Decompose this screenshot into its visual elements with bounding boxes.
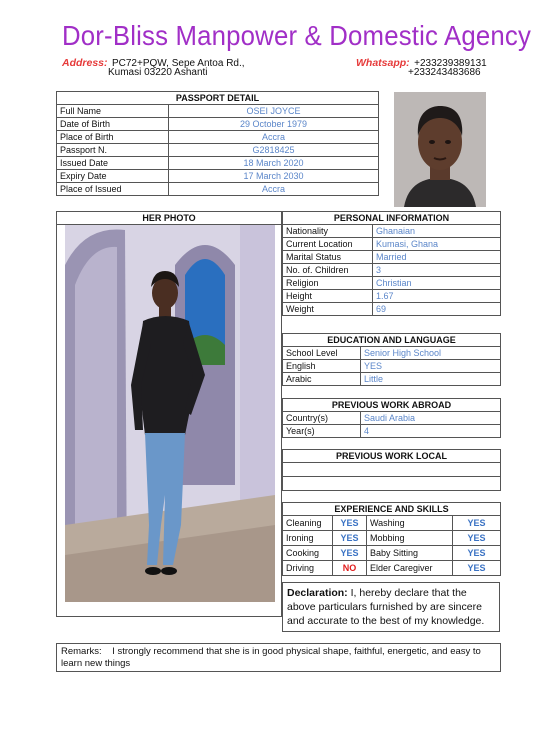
row-label: Issued Date: [57, 157, 169, 170]
table-row: [283, 347, 501, 360]
skill-label: Ironing: [283, 531, 333, 546]
religion-value: Christian: [373, 277, 501, 290]
row-label: Nationality: [283, 225, 373, 238]
row-label: Religion: [283, 277, 373, 290]
skill-label: Mobbing: [367, 531, 453, 546]
remarks-label: Remarks:: [61, 646, 102, 657]
declaration-text: I, hereby declare that the above particulars furnished by are sincere and accurate to the best of my knowledge.: [287, 587, 485, 627]
skill-label: Baby Sitting: [367, 546, 453, 561]
table-row: [283, 477, 501, 491]
personal-info-title: PERSONAL INFORMATION: [283, 212, 501, 225]
skill-label: Cleaning: [283, 516, 333, 531]
headshot-illustration: [394, 92, 486, 207]
passport-title: PASSPORT DETAIL: [57, 92, 379, 105]
row-label: Passport N.: [57, 144, 169, 157]
arabic-value: Little: [361, 373, 501, 386]
whatsapp-number-2: +233243483686: [408, 67, 481, 78]
empty-cell: [283, 463, 501, 477]
table-row: [283, 360, 501, 373]
row-label: Current Location: [283, 238, 373, 251]
row-label: Marital Status: [283, 251, 373, 264]
row-label: No. of. Children: [283, 264, 373, 277]
remarks-text: I strongly recommend that she is in good physical shape, faithful, energetic, and easy to learn new things: [61, 646, 481, 669]
table-row: [57, 144, 379, 157]
height-value: 1.67: [373, 290, 501, 303]
address-line-2: Kumasi 03220 Ashanti: [108, 67, 208, 78]
expiry-date-value: 17 March 2030: [169, 170, 379, 183]
skill-answer: YES: [453, 546, 501, 561]
table-row: [57, 170, 379, 183]
whatsapp-number-1: +233239389131: [414, 58, 487, 69]
skill-answer: YES: [453, 531, 501, 546]
row-label: Height: [283, 290, 373, 303]
birth-place-value: Accra: [169, 131, 379, 144]
table-row: [57, 131, 379, 144]
skill-label: Elder Caregiver: [367, 561, 453, 576]
table-row: [283, 412, 501, 425]
work-abroad-title: PREVIOUS WORK ABROAD: [283, 399, 501, 412]
row-label: Year(s): [283, 425, 361, 438]
address-line-1: PC72+PQW, Sepe Antoa Rd.,: [111, 58, 245, 69]
table-row: [283, 277, 501, 290]
skill-answer: YES: [333, 516, 367, 531]
row-label: Full Name: [57, 105, 169, 118]
table-row: [283, 303, 501, 316]
her-photo-title: HER PHOTO: [57, 212, 281, 225]
address-label: Address:: [62, 57, 108, 69]
table-row: [283, 425, 501, 438]
work-local-title: PREVIOUS WORK LOCAL: [283, 450, 501, 463]
issue-place-value: Accra: [169, 183, 379, 196]
weight-value: 69: [373, 303, 501, 316]
location-value: Kumasi, Ghana: [373, 238, 501, 251]
agency-title: Dor-Bliss Manpower & Domestic Agency: [62, 20, 532, 51]
skill-label: Driving: [283, 561, 333, 576]
years-value: 4: [361, 425, 501, 438]
skill-label: Washing: [367, 516, 453, 531]
passport-table: [56, 91, 379, 196]
work-abroad-table: [282, 398, 501, 438]
table-row: [283, 516, 501, 531]
row-label: Place of Issued: [57, 183, 169, 196]
table-row: [283, 251, 501, 264]
table-row: [283, 561, 501, 576]
passport-number-value: G2818425: [169, 144, 379, 157]
marital-status-value: Married: [373, 251, 501, 264]
declaration-label: Declaration:: [287, 587, 348, 599]
nationality-value: Ghanaian: [373, 225, 501, 238]
skill-label: Cooking: [283, 546, 333, 561]
issued-date-value: 18 March 2020: [169, 157, 379, 170]
whatsapp-label: Whatsapp:: [356, 57, 410, 69]
row-label: School Level: [283, 347, 361, 360]
table-row: [283, 546, 501, 561]
row-label: Country(s): [283, 412, 361, 425]
row-label: Expiry Date: [57, 170, 169, 183]
dob-value: 29 October 1979: [169, 118, 379, 131]
table-row: [283, 373, 501, 386]
row-label: English: [283, 360, 361, 373]
skill-answer: NO: [333, 561, 367, 576]
row-label: Place of Birth: [57, 131, 169, 144]
full-body-illustration: [65, 225, 275, 602]
her-photo-box: [56, 211, 282, 617]
table-row: [283, 463, 501, 477]
skills-title: EXPERIENCE AND SKILLS: [283, 503, 501, 516]
table-row: [283, 264, 501, 277]
table-row: [57, 157, 379, 170]
country-value: Saudi Arabia: [361, 412, 501, 425]
personal-info-table: [282, 211, 501, 316]
skills-table: [282, 502, 501, 576]
empty-cell: [283, 477, 501, 491]
school-level-value: Senior High School: [361, 347, 501, 360]
skill-answer: YES: [453, 516, 501, 531]
full-name-value: OSEI JOYCE: [169, 105, 379, 118]
table-row: [283, 238, 501, 251]
row-label: Weight: [283, 303, 373, 316]
education-title: EDUCATION AND LANGUAGE: [283, 334, 501, 347]
declaration-box: [282, 582, 500, 632]
table-row: [57, 183, 379, 196]
row-label: Arabic: [283, 373, 361, 386]
skill-answer: YES: [453, 561, 501, 576]
skill-answer: YES: [333, 531, 367, 546]
remarks-box: [56, 643, 501, 672]
table-row: [283, 531, 501, 546]
table-row: [57, 105, 379, 118]
skill-answer: YES: [333, 546, 367, 561]
children-value: 3: [373, 264, 501, 277]
row-label: Date of Birth: [57, 118, 169, 131]
table-row: [283, 290, 501, 303]
table-row: [57, 118, 379, 131]
english-value: YES: [361, 360, 501, 373]
work-local-table: [282, 449, 501, 491]
passport-photo: [394, 92, 486, 207]
table-row: [283, 225, 501, 238]
education-table: [282, 333, 501, 386]
full-body-photo: [65, 225, 275, 602]
